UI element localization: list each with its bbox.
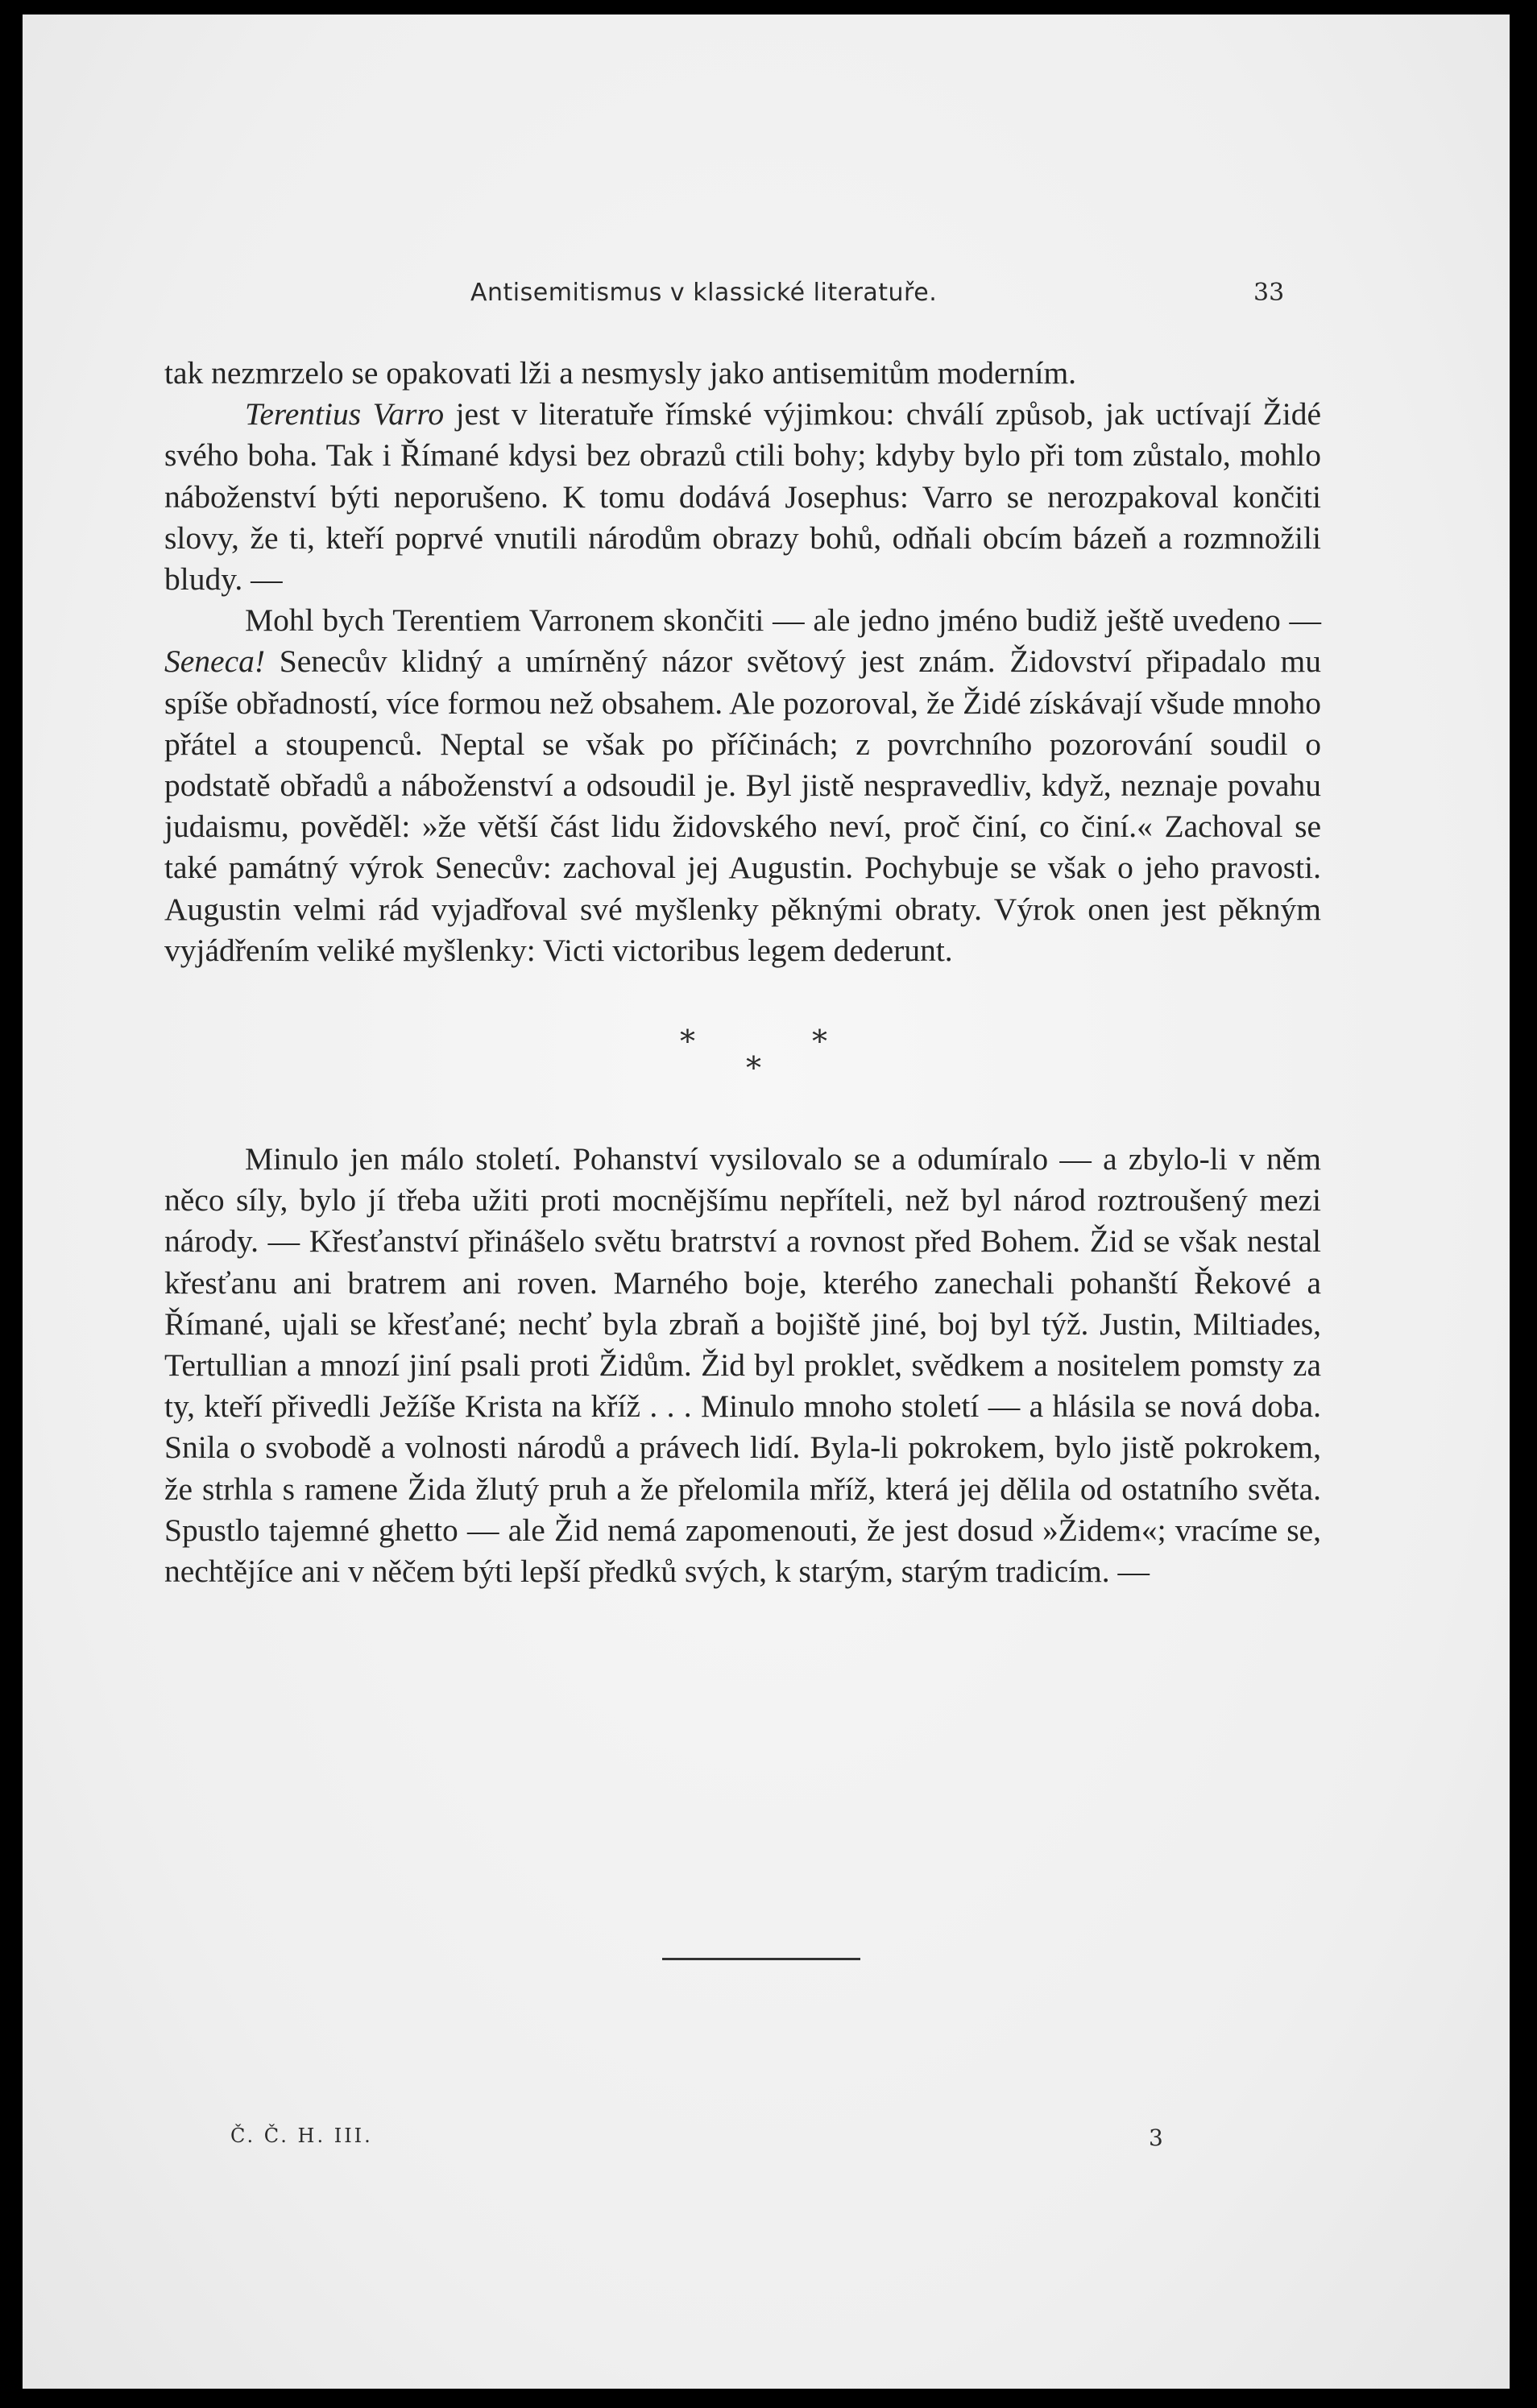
running-head: Antisemitismus v klassické literatuře.: [470, 279, 938, 307]
signature-mark: Č. Č. H. III.: [230, 2125, 373, 2147]
asterisk-right: *: [812, 1024, 827, 1060]
page-number: 33: [1253, 279, 1285, 307]
paragraph-4: Minulo jen málo století. Pohanství vysilovalo se a odumíralo — a zbylo-li v něm něco síly, bylo jí třeba užiti proti mocnějšímu nepříteli, než byl národ roztroušený mezi národy. — Křesťanství přinášelo světu bratrství a rovnost před Bohem. Žid se však nestal křesťanu ani bratrem ani roven. Marného boje, kterého zanechali pohanští Řekové a Římané, ujali se křesťané; nechť byla zbraň a bojiště jiné, boj byl týž. Justin, Miltiades, Tertullian a mnozí jiní psali proti Židům. Žid byl proklet, svědkem a nositelem pomsty za ty, kteří přivedli Ježíše Krista na kříž . . . Minulo mnoho století — a hlásila se nová doba. Snila o svobodě a volnosti národů a právech lidí. Byla-li pokrokem, bylo jistě pokrokem, že strhla s ramene Žida žlutý pruh a že přelomila mříž, která jej dělila od ostatního světa. Spustlo tajemné ghetto — ale Žid nemá zapomenouti, že jest dosud »Židem«; vracíme se, nechtějíce ani v něčem býti lepší předků svých, k starým, starým tradicím. —: [164, 1141, 1321, 1590]
book-page: [23, 14, 1510, 2389]
name-varro: Varro: [372, 396, 445, 432]
paragraph-2: [164, 394, 1321, 600]
paragraph-3-end: Senecův klidný a umírněný názor světový jest znám. Židovství připadalo mu spíše obřadností, více formou než obsahem. Ale pozoroval, že Židé získávají všude mnoho přátel a stoupenců. Neptal se však po příčinách; z povrchního pozorování soudil o podstatě obřadů a náboženství a odsoudil je. Byl jistě nespravedliv, když, neznaje povahu judaismu, pověděl: »že větší část lidu židovského neví, proč činí, co činí.« Zachoval se také památný výrok Senecův: zachoval jej Augustin. Pochybuje se však o jeho pravosti. Augustin velmi rád vyjadřoval své myšlenky pěknými obraty. Výrok onen jest pěkným vyjádřením veliké myšlenky: Victi victoribus legem dederunt.: [164, 643, 1321, 968]
asterisk-left: *: [680, 1024, 695, 1060]
paragraph-3-start: Mohl bych Terentiem Varronem skončiti — ale jedno jméno budiž ještě uvedeno —: [245, 602, 1321, 639]
asterisk-center: *: [746, 1050, 761, 1086]
paragraph-1: tak nezmrzelo se opakovati lži a nesmysly jako antisemitům moderním.: [164, 355, 1077, 391]
name-terentius: Terentius: [245, 396, 362, 432]
closing-rule: [662, 1958, 860, 1960]
body-text: [164, 353, 1321, 1592]
paragraph-2-text: jest v literatuře římské výjimkou: chválí způsob, jak uctívají Židé svého boha. Tak i Římané kdysi bez obrazů ctili bohy; kdyby bylo při tom zůstalo, mohlo náboženství býti neporušeno. K tomu dodává Josephus: Varro se nerozpakoval končiti slovy, že ti, kteří poprvé vnutili národům obrazy bohů, odňali obcím bázeň a rozmnožili bludy. —: [164, 396, 1322, 598]
section-separator: [164, 971, 1321, 1139]
name-seneca: Seneca!: [164, 643, 265, 680]
paragraph-3: [164, 600, 1321, 971]
sheet-number: 3: [1149, 2125, 1163, 2151]
